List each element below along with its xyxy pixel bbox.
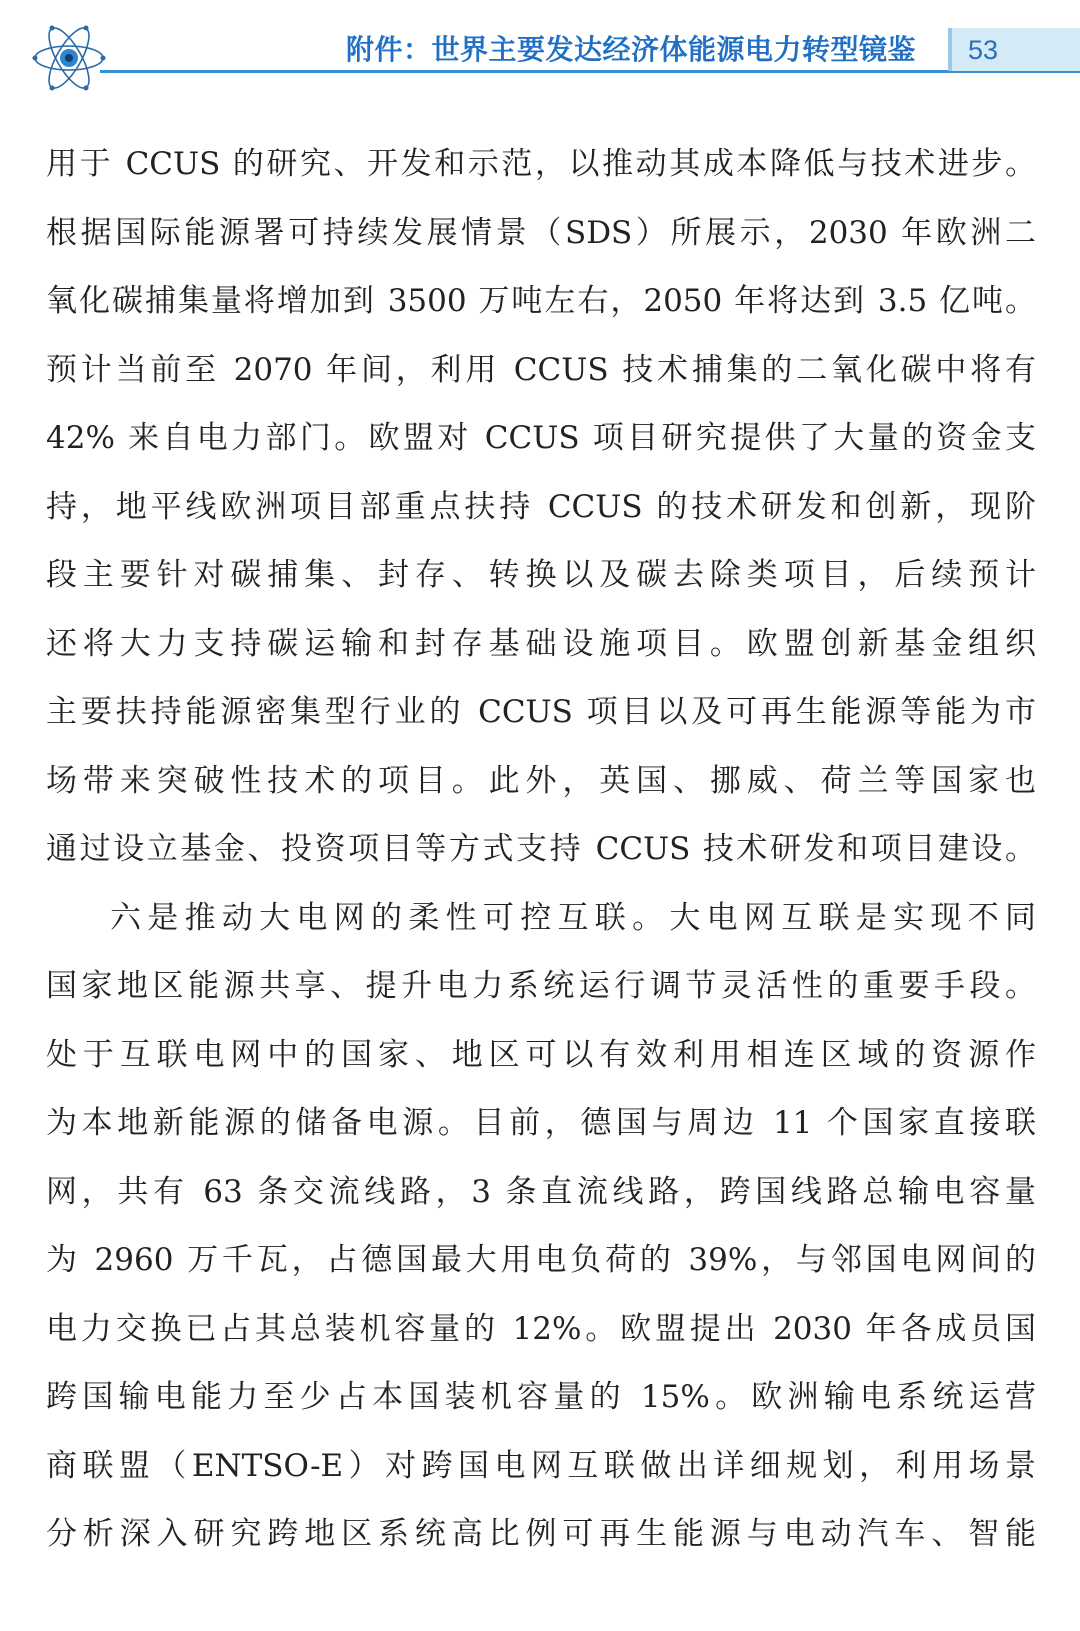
text-line: 分析深入研究跨地区系统高比例可再生能源与电动汽车、智能 <box>46 1516 1036 1552</box>
page-header <box>0 0 1080 80</box>
paragraph <box>46 130 1036 884</box>
text-line: 根据国际能源署可持续发展情景（SDS）所展示，2030 年欧洲二 <box>46 214 1036 251</box>
text-line: 预计当前至 2070 年间，利用 CCUS 技术捕集的二氧化碳中将有 <box>46 351 1036 388</box>
text-line: 场带来突破性技术的项目。此外，英国、挪威、荷兰等国家也 <box>46 762 1036 799</box>
text-line: 跨国输电能力至少占本国装机容量的 15%。欧洲输电系统运营 <box>46 1379 1036 1415</box>
paragraph <box>46 884 1036 1569</box>
text-line: 段主要针对碳捕集、封存、转换以及碳去除类项目，后续预计 <box>46 557 1036 593</box>
text-line: 电力交换已占其总装机容量的 12%。欧盟提出 2030 年各成员国 <box>46 1310 1036 1347</box>
text-line: 通过设立基金、投资项目等方式支持 CCUS 技术研发和项目建设。 <box>46 831 1036 867</box>
text-line: 氧化碳捕集量将增加到 3500 万吨左右，2050 年将达到 3.5 亿吨。 <box>46 283 1036 319</box>
running-header-title: 附件：世界主要发达经济体能源电力转型镜鉴 <box>345 33 916 66</box>
page-number: 53 <box>968 35 999 65</box>
text-line: 六是推动大电网的柔性可控互联。大电网互联是实现不同 <box>110 899 1036 936</box>
text-line: 持，地平线欧洲项目部重点扶持 CCUS 的技术研发和创新，现阶 <box>46 488 1036 525</box>
text-line: 42% 来自电力部门。欧盟对 CCUS 项目研究提供了大量的资金支 <box>46 420 1036 456</box>
text-line: 还将大力支持碳运输和封存基础设施项目。欧盟创新基金组织 <box>46 625 1036 662</box>
page-number-box <box>948 28 1080 71</box>
text-line: 为 2960 万千瓦，占德国最大用电负荷的 39%，与邻国电网间的 <box>46 1242 1036 1278</box>
text-line: 网，共有 63 条交流线路，3 条直流线路，跨国线路总输电容量 <box>46 1173 1036 1210</box>
text-line: 国家地区能源共享、提升电力系统运行调节灵活性的重要手段。 <box>46 968 1036 1004</box>
header-divider <box>100 70 1080 73</box>
body-text <box>46 130 1036 1569</box>
text-line: 处于互联电网中的国家、地区可以有效利用相连区域的资源作 <box>46 1036 1036 1073</box>
text-line: 用于 CCUS 的研究、开发和示范，以推动其成本降低与技术进步。 <box>46 146 1036 182</box>
text-line: 主要扶持能源密集型行业的 CCUS 项目以及可再生能源等能为市 <box>46 694 1036 730</box>
text-line: 商联盟（ENTSO-E）对跨国电网互联做出详细规划，利用场景 <box>46 1447 1036 1484</box>
atom-icon <box>32 18 106 98</box>
text-line: 为本地新能源的储备电源。目前，德国与周边 11 个国家直接联 <box>46 1105 1036 1141</box>
